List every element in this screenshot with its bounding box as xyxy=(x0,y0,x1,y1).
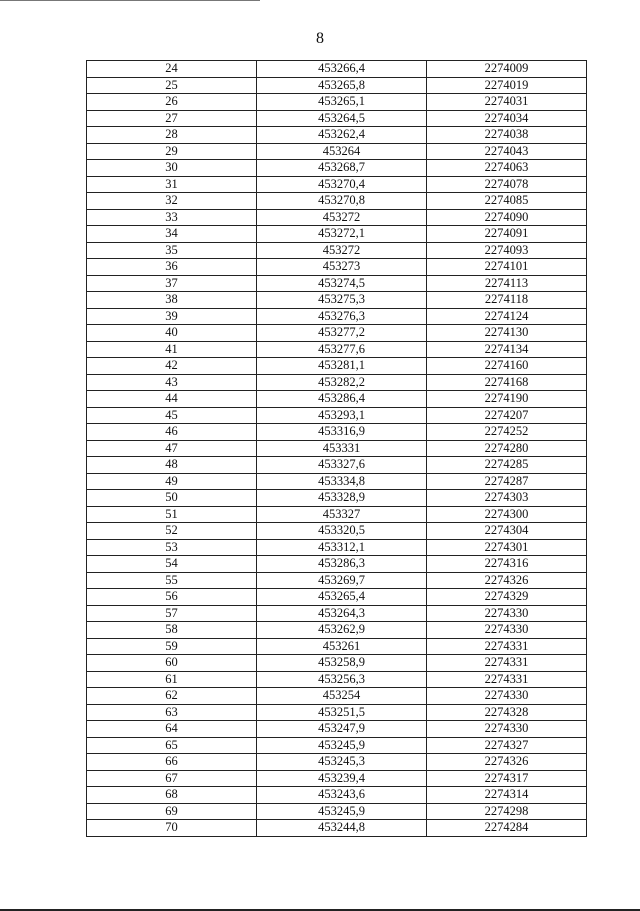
y-coordinate-cell: 2274043 xyxy=(427,143,587,160)
y-coordinate-cell: 2274303 xyxy=(427,490,587,507)
x-coordinate-cell: 453244,8 xyxy=(257,820,427,837)
point-number-cell: 51 xyxy=(87,506,257,523)
point-number-cell: 59 xyxy=(87,638,257,655)
point-number-cell: 47 xyxy=(87,440,257,457)
table-row xyxy=(87,506,587,523)
x-coordinate-cell: 453328,9 xyxy=(257,490,427,507)
point-number-cell: 26 xyxy=(87,94,257,111)
point-number-cell: 40 xyxy=(87,325,257,342)
table-row xyxy=(87,737,587,754)
y-coordinate-cell: 2274298 xyxy=(427,803,587,820)
point-number-cell: 31 xyxy=(87,176,257,193)
point-number-cell: 38 xyxy=(87,292,257,309)
x-coordinate-cell: 453327 xyxy=(257,506,427,523)
table-row xyxy=(87,176,587,193)
y-coordinate-cell: 2274090 xyxy=(427,209,587,226)
table-row xyxy=(87,94,587,111)
y-coordinate-cell: 2274168 xyxy=(427,374,587,391)
x-coordinate-cell: 453269,7 xyxy=(257,572,427,589)
y-coordinate-cell: 2274078 xyxy=(427,176,587,193)
point-number-cell: 65 xyxy=(87,737,257,754)
table-row xyxy=(87,440,587,457)
point-number-cell: 42 xyxy=(87,358,257,375)
x-coordinate-cell: 453243,6 xyxy=(257,787,427,804)
y-coordinate-cell: 2274063 xyxy=(427,160,587,177)
y-coordinate-cell: 2274329 xyxy=(427,589,587,606)
point-number-cell: 49 xyxy=(87,473,257,490)
y-coordinate-cell: 2274317 xyxy=(427,770,587,787)
table-row xyxy=(87,572,587,589)
x-coordinate-cell: 453282,2 xyxy=(257,374,427,391)
y-coordinate-cell: 2274031 xyxy=(427,94,587,111)
table-row xyxy=(87,308,587,325)
table-row xyxy=(87,292,587,309)
table-row xyxy=(87,787,587,804)
point-number-cell: 54 xyxy=(87,556,257,573)
y-coordinate-cell: 2274304 xyxy=(427,523,587,540)
point-number-cell: 48 xyxy=(87,457,257,474)
table-row xyxy=(87,721,587,738)
x-coordinate-cell: 453266,4 xyxy=(257,61,427,78)
y-coordinate-cell: 2274330 xyxy=(427,605,587,622)
table-row xyxy=(87,655,587,672)
y-coordinate-cell: 2274331 xyxy=(427,638,587,655)
point-number-cell: 45 xyxy=(87,407,257,424)
y-coordinate-cell: 2274314 xyxy=(427,787,587,804)
y-coordinate-cell: 2274328 xyxy=(427,704,587,721)
table-row xyxy=(87,622,587,639)
coordinates-table xyxy=(86,60,587,837)
table-row xyxy=(87,424,587,441)
point-number-cell: 70 xyxy=(87,820,257,837)
point-number-cell: 29 xyxy=(87,143,257,160)
table-row xyxy=(87,671,587,688)
x-coordinate-cell: 453277,6 xyxy=(257,341,427,358)
y-coordinate-cell: 2274118 xyxy=(427,292,587,309)
y-coordinate-cell: 2274091 xyxy=(427,226,587,243)
point-number-cell: 61 xyxy=(87,671,257,688)
table-row xyxy=(87,605,587,622)
table-row xyxy=(87,638,587,655)
x-coordinate-cell: 453264,5 xyxy=(257,110,427,127)
y-coordinate-cell: 2274326 xyxy=(427,754,587,771)
point-number-cell: 24 xyxy=(87,61,257,78)
point-number-cell: 56 xyxy=(87,589,257,606)
point-number-cell: 50 xyxy=(87,490,257,507)
x-coordinate-cell: 453275,3 xyxy=(257,292,427,309)
x-coordinate-cell: 453265,1 xyxy=(257,94,427,111)
table-row xyxy=(87,688,587,705)
y-coordinate-cell: 2274093 xyxy=(427,242,587,259)
y-coordinate-cell: 2274101 xyxy=(427,259,587,276)
table-row xyxy=(87,160,587,177)
x-coordinate-cell: 453262,9 xyxy=(257,622,427,639)
point-number-cell: 68 xyxy=(87,787,257,804)
x-coordinate-cell: 453265,8 xyxy=(257,77,427,94)
y-coordinate-cell: 2274190 xyxy=(427,391,587,408)
table-row xyxy=(87,341,587,358)
x-coordinate-cell: 453277,2 xyxy=(257,325,427,342)
y-coordinate-cell: 2274113 xyxy=(427,275,587,292)
point-number-cell: 44 xyxy=(87,391,257,408)
x-coordinate-cell: 453293,1 xyxy=(257,407,427,424)
x-coordinate-cell: 453327,6 xyxy=(257,457,427,474)
y-coordinate-cell: 2274300 xyxy=(427,506,587,523)
table-row xyxy=(87,457,587,474)
page-number: 8 xyxy=(316,30,324,47)
y-coordinate-cell: 2274287 xyxy=(427,473,587,490)
table-row xyxy=(87,226,587,243)
x-coordinate-cell: 453265,4 xyxy=(257,589,427,606)
table-row xyxy=(87,391,587,408)
point-number-cell: 39 xyxy=(87,308,257,325)
x-coordinate-cell: 453316,9 xyxy=(257,424,427,441)
table-row xyxy=(87,110,587,127)
x-coordinate-cell: 453272 xyxy=(257,242,427,259)
table-row xyxy=(87,127,587,144)
x-coordinate-cell: 453264,3 xyxy=(257,605,427,622)
top-rule xyxy=(0,0,260,1)
point-number-cell: 67 xyxy=(87,770,257,787)
y-coordinate-cell: 2274330 xyxy=(427,622,587,639)
point-number-cell: 60 xyxy=(87,655,257,672)
x-coordinate-cell: 453274,5 xyxy=(257,275,427,292)
y-coordinate-cell: 2274330 xyxy=(427,721,587,738)
table-row xyxy=(87,770,587,787)
point-number-cell: 36 xyxy=(87,259,257,276)
table-row xyxy=(87,275,587,292)
table-row xyxy=(87,803,587,820)
y-coordinate-cell: 2274330 xyxy=(427,688,587,705)
y-coordinate-cell: 2274331 xyxy=(427,655,587,672)
x-coordinate-cell: 453264 xyxy=(257,143,427,160)
table-row xyxy=(87,358,587,375)
y-coordinate-cell: 2274130 xyxy=(427,325,587,342)
y-coordinate-cell: 2274280 xyxy=(427,440,587,457)
point-number-cell: 27 xyxy=(87,110,257,127)
x-coordinate-cell: 453239,4 xyxy=(257,770,427,787)
table-row xyxy=(87,589,587,606)
table-row xyxy=(87,61,587,78)
point-number-cell: 30 xyxy=(87,160,257,177)
point-number-cell: 64 xyxy=(87,721,257,738)
point-number-cell: 34 xyxy=(87,226,257,243)
table-row xyxy=(87,754,587,771)
y-coordinate-cell: 2274134 xyxy=(427,341,587,358)
point-number-cell: 32 xyxy=(87,193,257,210)
table-row xyxy=(87,259,587,276)
y-coordinate-cell: 2274207 xyxy=(427,407,587,424)
point-number-cell: 69 xyxy=(87,803,257,820)
table-row xyxy=(87,242,587,259)
y-coordinate-cell: 2274331 xyxy=(427,671,587,688)
table-row xyxy=(87,556,587,573)
table-row xyxy=(87,193,587,210)
point-number-cell: 33 xyxy=(87,209,257,226)
point-number-cell: 57 xyxy=(87,605,257,622)
y-coordinate-cell: 2274085 xyxy=(427,193,587,210)
point-number-cell: 37 xyxy=(87,275,257,292)
point-number-cell: 55 xyxy=(87,572,257,589)
point-number-cell: 52 xyxy=(87,523,257,540)
x-coordinate-cell: 453334,8 xyxy=(257,473,427,490)
y-coordinate-cell: 2274124 xyxy=(427,308,587,325)
table-body xyxy=(87,61,587,837)
table-row xyxy=(87,209,587,226)
table-row xyxy=(87,374,587,391)
x-coordinate-cell: 453261 xyxy=(257,638,427,655)
table-row xyxy=(87,523,587,540)
y-coordinate-cell: 2274326 xyxy=(427,572,587,589)
y-coordinate-cell: 2274285 xyxy=(427,457,587,474)
x-coordinate-cell: 453245,9 xyxy=(257,803,427,820)
point-number-cell: 28 xyxy=(87,127,257,144)
point-number-cell: 25 xyxy=(87,77,257,94)
x-coordinate-cell: 453272,1 xyxy=(257,226,427,243)
y-coordinate-cell: 2274301 xyxy=(427,539,587,556)
x-coordinate-cell: 453262,4 xyxy=(257,127,427,144)
x-coordinate-cell: 453320,5 xyxy=(257,523,427,540)
x-coordinate-cell: 453270,8 xyxy=(257,193,427,210)
point-number-cell: 53 xyxy=(87,539,257,556)
x-coordinate-cell: 453281,1 xyxy=(257,358,427,375)
table-row xyxy=(87,820,587,837)
point-number-cell: 58 xyxy=(87,622,257,639)
y-coordinate-cell: 2274252 xyxy=(427,424,587,441)
point-number-cell: 46 xyxy=(87,424,257,441)
y-coordinate-cell: 2274316 xyxy=(427,556,587,573)
table-row xyxy=(87,490,587,507)
x-coordinate-cell: 453258,9 xyxy=(257,655,427,672)
x-coordinate-cell: 453268,7 xyxy=(257,160,427,177)
point-number-cell: 66 xyxy=(87,754,257,771)
point-number-cell: 63 xyxy=(87,704,257,721)
x-coordinate-cell: 453276,3 xyxy=(257,308,427,325)
y-coordinate-cell: 2274284 xyxy=(427,820,587,837)
x-coordinate-cell: 453273 xyxy=(257,259,427,276)
point-number-cell: 35 xyxy=(87,242,257,259)
table-row xyxy=(87,539,587,556)
point-number-cell: 62 xyxy=(87,688,257,705)
y-coordinate-cell: 2274160 xyxy=(427,358,587,375)
point-number-cell: 41 xyxy=(87,341,257,358)
y-coordinate-cell: 2274009 xyxy=(427,61,587,78)
table-row xyxy=(87,325,587,342)
y-coordinate-cell: 2274038 xyxy=(427,127,587,144)
table-row xyxy=(87,473,587,490)
x-coordinate-cell: 453286,3 xyxy=(257,556,427,573)
y-coordinate-cell: 2274019 xyxy=(427,77,587,94)
x-coordinate-cell: 453312,1 xyxy=(257,539,427,556)
x-coordinate-cell: 453286,4 xyxy=(257,391,427,408)
x-coordinate-cell: 453331 xyxy=(257,440,427,457)
x-coordinate-cell: 453254 xyxy=(257,688,427,705)
y-coordinate-cell: 2274327 xyxy=(427,737,587,754)
point-number-cell: 43 xyxy=(87,374,257,391)
table-row xyxy=(87,704,587,721)
table-row xyxy=(87,407,587,424)
y-coordinate-cell: 2274034 xyxy=(427,110,587,127)
x-coordinate-cell: 453270,4 xyxy=(257,176,427,193)
x-coordinate-cell: 453245,3 xyxy=(257,754,427,771)
x-coordinate-cell: 453272 xyxy=(257,209,427,226)
x-coordinate-cell: 453256,3 xyxy=(257,671,427,688)
x-coordinate-cell: 453245,9 xyxy=(257,737,427,754)
x-coordinate-cell: 453251,5 xyxy=(257,704,427,721)
x-coordinate-cell: 453247,9 xyxy=(257,721,427,738)
table-row xyxy=(87,77,587,94)
table-row xyxy=(87,143,587,160)
